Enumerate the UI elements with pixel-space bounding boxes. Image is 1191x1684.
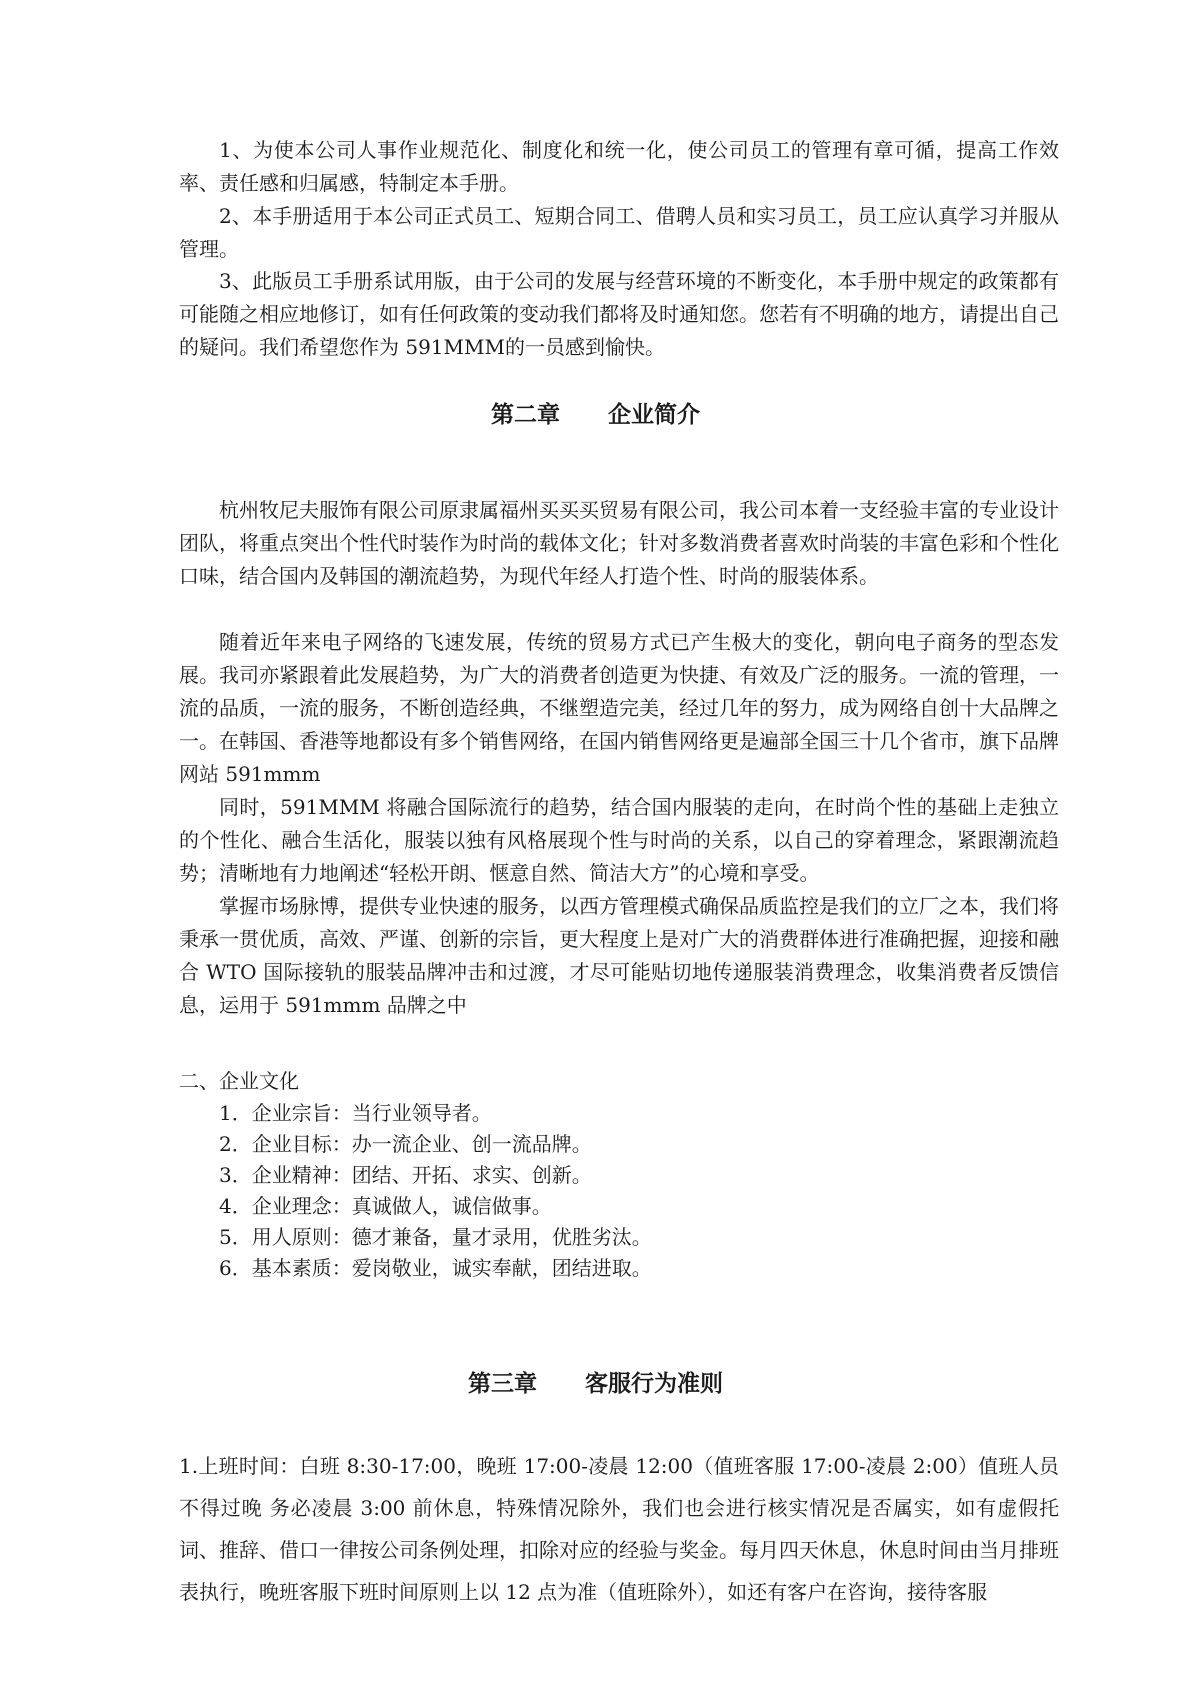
chapter-3-heading: 第三章 客服行为准则 <box>467 1370 724 1397</box>
chapter-3-paragraph-1: 1.上班时间：白班 8:30-17:00，晚班 17:00-凌晨 12:00（值班客服 17:00-凌晨 2:00）值班人员不得过晚 务必凌晨 3:00 前休息，特殊情况除外，我们也会进行核实情况是否属实，如有虚假托词、推辞、借口一律按公司条例处理，扣除对应的经验与奖金。每月四天休息，休息时间由当月排班表执行，晚班客服下班时间原则上以 12 点为准（值班除外），如还有客户在咨询，接待客服 <box>179 1454 1059 1604</box>
culture-item: 4．企业理念：真诚做人，诚信做事。 <box>219 1194 552 1218</box>
culture-item: 6．基本素质：爱岗敬业，诚实奉献，团结进取。 <box>219 1256 652 1280</box>
chapter-2-paragraph-2: 随着近年来电子网络的飞速发展，传统的贸易方式已产生极大的变化，朝向电子商务的型态发展。我司亦紧跟着此发展趋势，为广大的消费者创造更为快捷、有效及广泛的服务。一流的管理，一流的品质，一流的服务，不断创造经典，不继塑造完美，经过几年的努力，成为网络自创十大品牌之一。在韩国、香港等地都设有多个销售网络，在国内销售网络更是遍部全国三十几个省市，旗下品牌网站 591mmm <box>179 630 1059 786</box>
intro-paragraph-2: 2、本手册适用于本公司正式员工、短期合同工、借聘人员和实习员工，员工应认真学习并服从管理。 <box>179 204 1059 261</box>
culture-item: 3．企业精神：团结、开拓、求实、创新。 <box>219 1163 592 1187</box>
culture-item: 2．企业目标：办一流企业、创一流品牌。 <box>219 1132 592 1156</box>
culture-item: 5．用人原则：德才兼备，量才录用，优胜劣汰。 <box>219 1225 652 1249</box>
intro-paragraph-3: 3、此版员工手册系试用版，由于公司的发展与经营环境的不断变化，本手册中规定的政策都有可能随之相应地修订，如有任何政策的变动我们都将及时通知您。您若有不明确的地方，请提出自己的疑问。我们希望您作为 591MMM的一员感到愉快。 <box>179 269 1059 359</box>
chapter-2-paragraph-1: 杭州牧尼夫服饰有限公司原隶属福州买买买贸易有限公司，我公司本着一支经验丰富的专业设计团队，将重点突出个性代时装作为时尚的载体文化；针对多数消费者喜欢时尚装的丰富色彩和个性化口味，结合国内及韩国的潮流趋势，为现代年经人打造个性、时尚的服装体系。 <box>179 498 1059 588</box>
culture-item: 1．企业宗旨：当行业领导者。 <box>219 1101 492 1125</box>
chapter-2-heading: 第二章 企业简介 <box>490 401 701 428</box>
culture-section-title: 二、企业文化 <box>179 1069 299 1093</box>
chapter-2-paragraph-3: 同时，591MMM 将融合国际流行的趋势，结合国内服装的走向，在时尚个性的基础上走独立的个性化、融合生活化，服装以独有风格展现个性与时尚的关系，以自己的穿着理念，紧跟潮流趋势；清晰地有力地阐述“轻松开朗、惬意自然、简洁大方”的心境和享受。 <box>179 795 1059 885</box>
culture-list <box>219 1098 652 1284</box>
intro-paragraph-1: 1、为使本公司人事作业规范化、制度化和统一化，使公司员工的管理有章可循，提高工作效率、责任感和归属感，特制定本手册。 <box>179 138 1059 195</box>
chapter-2-paragraph-4: 掌握市场脉博，提供专业快速的服务，以西方管理模式确保品质监控是我们的立厂之本，我们将秉承一贯优质，高效、严谨、创新的宗旨，更大程度上是对广大的消费群体进行准确把握，迎接和融合 WTO 国际接轨的服装品牌冲击和过渡，才尽可能贴切地传递服装消费理念，收集消费者反馈信息，运用于 591mmm 品牌之中 <box>179 894 1059 1017</box>
